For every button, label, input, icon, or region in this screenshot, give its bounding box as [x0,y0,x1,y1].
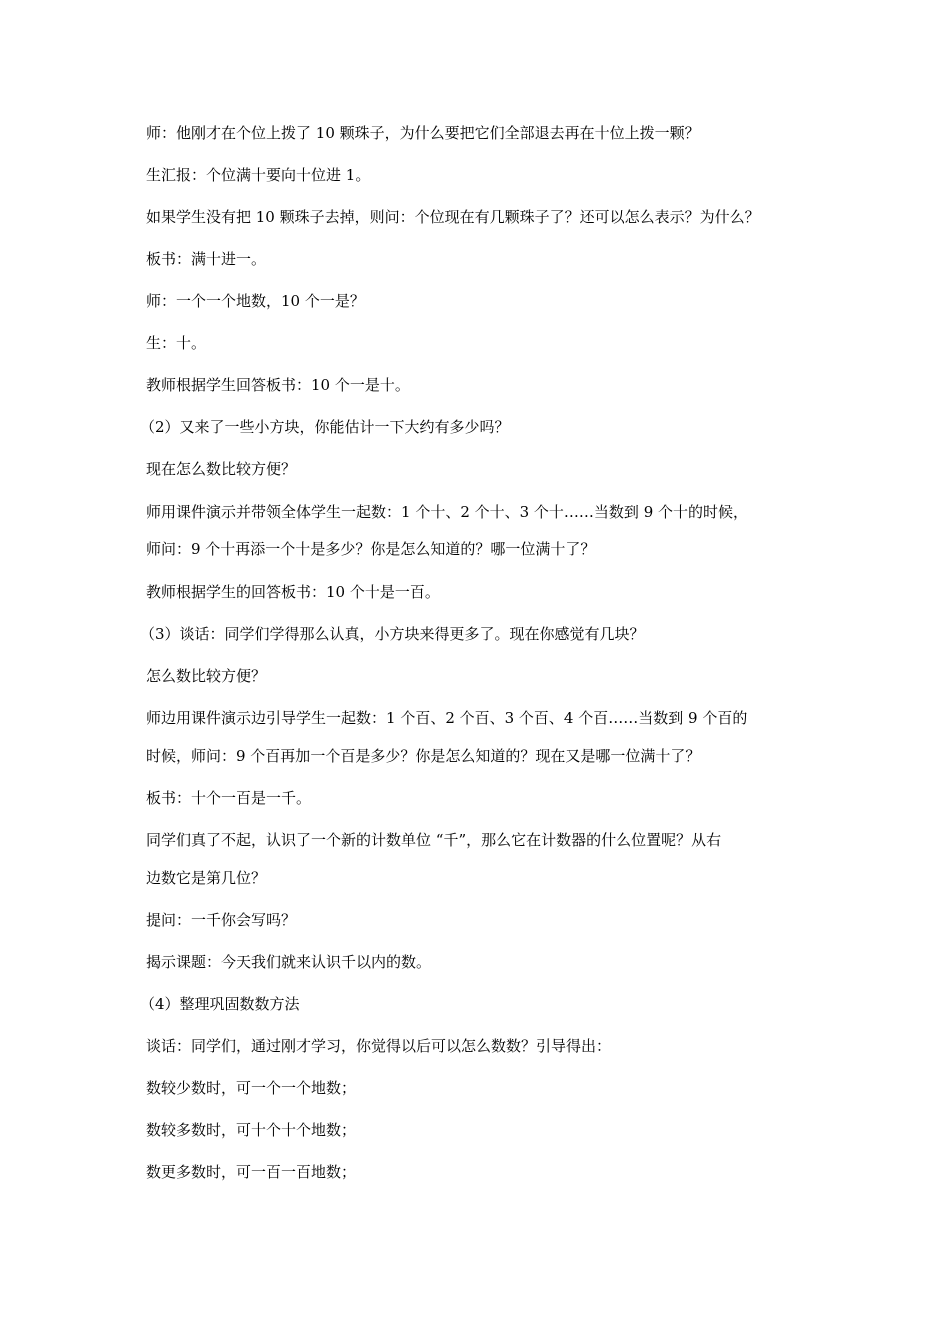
text-line: 板书：满十进一。 [146,250,267,268]
section-heading: （2）又来了一些小方块，你能估计一下大约有多少吗？ [140,418,510,436]
text-line: 时候，师问：9 个百再加一个百是多少？你是怎么知道的？现在又是哪一位满十了？ [146,747,701,765]
text-line: 提问：一千你会写吗？ [146,911,297,929]
text-line: 数较少数时，可一个一个地数； [146,1079,357,1097]
text-line: 教师根据学生的回答板书：10 个十是一百。 [146,583,440,601]
text-line: 板书：十个一百是一千。 [146,789,312,807]
text-line: 数较多数时，可十个十个地数； [146,1121,357,1139]
text-line: 师问：9 个十再添一个十是多少？你是怎么知道的？哪一位满十了？ [146,540,596,558]
text-line: 揭示课题：今天我们就来认识千以内的数。 [146,953,432,971]
text-line: 边数它是第几位？ [146,869,267,887]
text-line: 怎么数比较方便？ [146,667,267,685]
text-line: 生汇报：个位满十要向十位进 1。 [146,166,371,184]
section-heading: （4）整理巩固数数方法 [140,995,300,1013]
text-line: 师用课件演示并带领全体学生一起数：1 个十、2 个十、3 个十……当数到 9 个十的时候， [146,503,749,521]
text-line: 师：一个一个地数，10 个一是？ [146,292,365,310]
text-line: 现在怎么数比较方便？ [146,460,297,478]
text-line: 谈话：同学们，通过刚才学习，你觉得以后可以怎么数数？引导得出： [146,1037,612,1055]
text-line: 师边用课件演示边引导学生一起数：1 个百、2 个百、3 个百、4 个百……当数到 9 个百的 [146,709,748,727]
text-line: 教师根据学生回答板书：10 个一是十。 [146,376,410,394]
text-line: 师：他刚才在个位上拨了 10 颗珠子，为什么要把它们全部退去再在十位上拨一颗？ [146,124,700,142]
text-line: 同学们真了不起，认识了一个新的计数单位 “千”，那么它在计数器的什么位置呢？从右 [146,831,722,849]
text-line: 如果学生没有把 10 颗珠子去掉，则问：个位现在有几颗珠子了？还可以怎么表示？为什么？ [146,208,760,226]
text-line: 数更多数时，可一百一百地数； [146,1163,357,1181]
section-heading: （3）谈话：同学们学得那么认真，小方块来得更多了。现在你感觉有几块？ [140,625,645,643]
text-line: 生：十。 [146,334,207,352]
